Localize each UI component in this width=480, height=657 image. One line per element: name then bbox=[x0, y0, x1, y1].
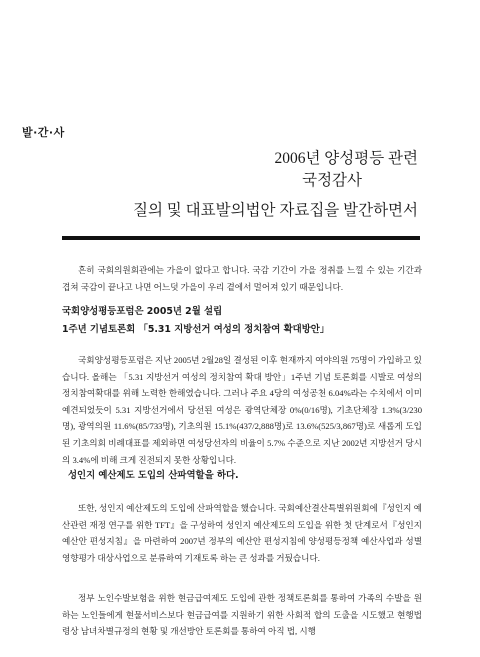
title-line-1: 2006년 양성평등 관련 bbox=[274, 150, 418, 167]
section-heading-forum bbox=[62, 303, 422, 339]
paragraph-text: 정부 노인수발보험을 위한 현금급여제도 도입에 관한 정책토론회를 통하여 가족의 수발을 원하는 노인들에게 현물서비스보다 현금급여를 지원하기 위한 사회적 합의 도출을 시도했고 현행법령상 남녀차별규정의 현황 및 개선방안 토론회를 통하여 아직 법, 시행 bbox=[62, 593, 422, 637]
title-divider bbox=[62, 236, 420, 240]
paragraph-forum bbox=[62, 352, 422, 468]
section-heading-budget bbox=[68, 467, 428, 485]
paragraph-text: 흔히 국회의원회관에는 가을이 없다고 합니다. 국감 기간이 가을 정취를 느낄 수 있는 기간과 겹쳐 국감이 끝나고 나면 어느덧 가을이 우리 곁에서 멀어져 있기 때문입니다. bbox=[62, 265, 422, 292]
paragraph-budget bbox=[62, 500, 422, 566]
document-title bbox=[133, 148, 418, 222]
paragraph-text: 국회양성평등포럼은 지난 2005년 2월28일 결성된 이후 현재까지 여야의원 75명이 가입하고 있습니다. 올해는 「5.31 지방선거 여성의 정치참여 확대 방안」1주년 기념 토론회를 시발로 여성의 정치참여확대를 위해 노력한 한해였습니다. 그러나 주요 4당의 여성공천 6.04%라는 수치에서 이미 예견되었듯이 5.31 지방선거에서 당선된 여성은 광역단체장 0%(0/16명), 기초단체장 1.3%(3/230명), 광역의원 11.6%(85/733명), 기초의원 15.1%(437/2,888명)로 13.6%(525/3,867명)로 새롭게 도입된 기초의회 비례대표를 제외하면 여성당선자의 비율이 5.7% 수준으로 지난 2002년 지방선거 당시의 3.4%에 비해 크게 진전되지 못한 상황입니다. bbox=[62, 355, 422, 465]
title-line-2: 국정감사 bbox=[302, 172, 362, 189]
paragraph-care bbox=[62, 590, 422, 640]
heading-line: 성인지 예산제도 도입의 산파역할을 하다. bbox=[68, 470, 239, 481]
paragraph-text: 또한, 성인지 예산제도의 도입에 산파역할을 했습니다. 국회예산결산특별위원회에『성인지 예산관련 재정 연구를 위한 TFT』을 구성하여 성인지 예산제도의 도입을 위한 첫 단계로서『성인지 예산안 편성지침』을 마련하여 2007년 정부의 예산안 편성지침에 양성평등정책 예산사업과 성별영향평가 대상사업으로 분류하여 기재토록 하는 큰 성과를 거뒀습니다. bbox=[62, 503, 422, 563]
paragraph-intro bbox=[62, 262, 422, 295]
heading-line-2: 1주년 기념토론회 「5.31 지방선거 여성의 정치참여 확대방안」 bbox=[62, 324, 330, 335]
title-line-3: 질의 및 대표발의법안 자료집을 발간하면서 bbox=[132, 202, 418, 219]
heading-line-1: 국회양성평등포럼은 2005년 2월 설립 bbox=[62, 306, 223, 317]
section-label: 발·간·사 bbox=[22, 126, 65, 139]
